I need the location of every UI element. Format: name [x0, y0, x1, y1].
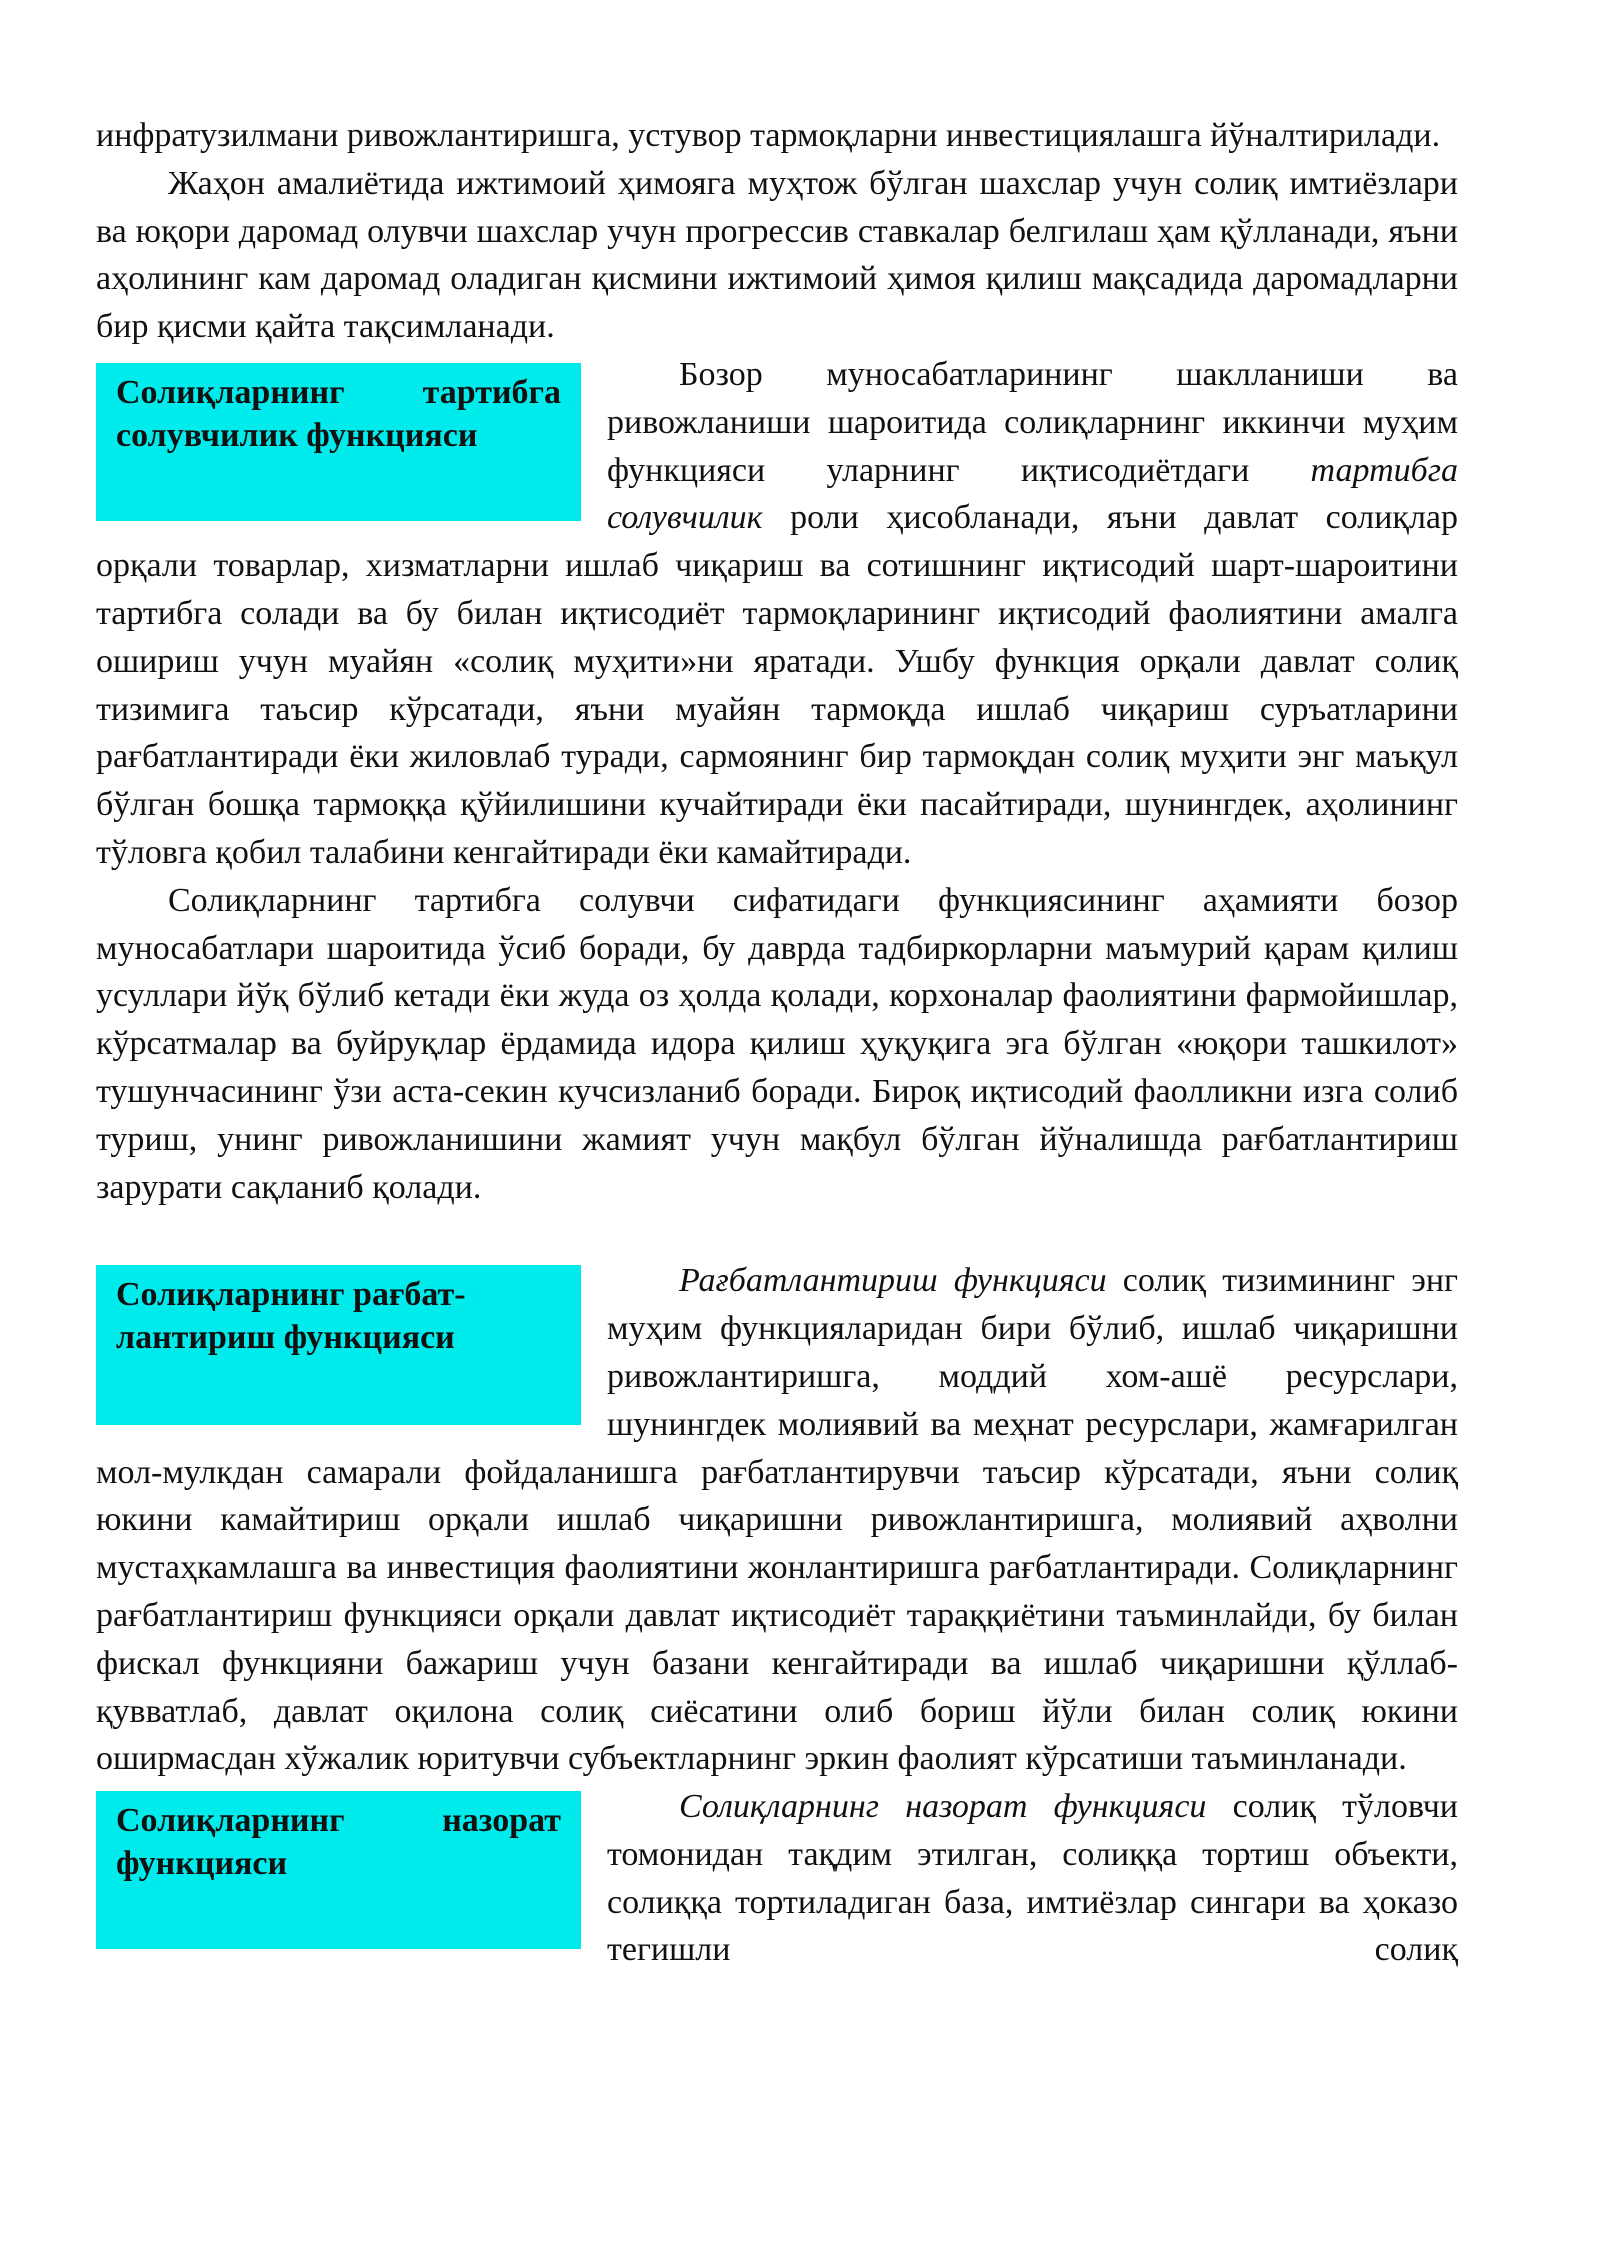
- paragraph-3-end: роли ҳисобланади, яъни давлат солиқлар орқали товарлар, хизматларни ишлаб чиқариш ва сотишнинг иқтисодий шарт-шароитини тартибга солади ва бу билан иқтисодиёт тармоқларининг иқтисодий фаолиятини амалга ошириш учун муайян «солиқ муҳити»ни яратади. Ушбу функция орқали давлат солиқ тизимига таъсир кўрсатади, яъни муайян тармоқда ишлаб чиқариш суръатларини рағбатлантиради ёки жиловлаб туради, сармоянинг бир тармоқдан солиқ муҳити энг маъқул бўлган бошқа тармоққа қўйилишини кучайтиради ёки пасайтиради, шунингдек, аҳолининг тўловга қобил талабини кенгайтиради ёки камайтиради.: [96, 499, 1458, 871]
- sidebar-box-2-line-2: лантириш функцияси: [116, 1319, 455, 1357]
- sidebar-box-1-line-1: Солиқларнинг тартибга: [116, 373, 561, 411]
- sidebar-box-2-line-1: Солиқларнинг рағбат-: [116, 1276, 466, 1314]
- paragraph-3-emphasis: тартибга солувчилик: [607, 451, 1458, 537]
- document-page: [96, 112, 1458, 1974]
- paragraph-1: инфратузилмани ривожлантиришга, устувор тармоқларни инвестициялашга йўналтирилади.: [96, 117, 1441, 154]
- paragraph-4: Солиқларнинг тартибга солувчи сифатидаги функциясининг аҳамияти бозор муносабатлари шароитида ўсиб боради, бу даврда тадбиркорларни маъмурий қарам қилиш усуллари йўқ бўлиб кетади ёки жуда оз ҳолда қолади, корхоналар фаолиятини фармойишлар, кўрсатмалар ва буйруқлар ёрдамида идора қилиш ҳуқуқига эга бўлган «юқори ташкилот» тушунчасининг ўзи аста-секин кучсизланиб боради. Бироқ иқтисодий фаолликни изга солиб туриш, унинг ривожланишини жамият учун мақбул бўлган йўналишда рағбатлантириш зарурати сақланиб қолади.: [96, 881, 1458, 1206]
- sidebar-box-control-function: [96, 1791, 581, 1949]
- sidebar-box-1-line-2: солувчилик функцияси: [116, 416, 478, 454]
- paragraph-5-end: солиқ тизимининг энг муҳим функцияларидан бири бўлиб, ишлаб чиқаришни ривожлантиришга, моддий хом-ашё ресурслари, шунингдек молиявий ва меҳнат ресурслари, жамғарилган мол-мулкдан самарали фойдаланишга рағбатлантирувчи таъсир кўрсатади, яъни солиқ юкини камайтириш орқали ишлаб чиқаришни ривожлантиришга, молиявий аҳволни мустаҳкамлашга ва инвестиция фаолиятини жонлантиришга рағбатлантиради. Солиқларнинг рағбатлантириш функцияси орқали давлат иқтисодиёт тараққиётини таъминлайди, бу билан фискал функцияни бажариш учун базани кенгайтиради ва ишлаб чиқаришни қўллаб-қувватлаб, давлат оқилона солиқ сиёсатини олиб бориш йўли билан солиқ юкини оширмасдан хўжалик юритувчи субъектларнинг эркин фаолият кўрсатиши таъминланади.: [96, 1262, 1458, 1778]
- sidebar-box-incentive-function: [96, 1265, 581, 1425]
- paragraph-5-emphasis: Рағбатлантириш функцияси: [679, 1262, 1107, 1300]
- paragraph-3-start: Бозор муносабатларининг шаклланиши ва ривожланиши шароитида солиқларнинг иккинчи муҳим функцияси уларнинг иқтисодиётдаги: [607, 355, 1458, 489]
- paragraph-6-end: солиқ тўловчи томонидан тақдим этилган, солиққа тортиш объекти, солиққа тортиладиган база, имтиёзлар сингари ва ҳоказо тегишли солиқ: [607, 1788, 1458, 1969]
- sidebar-box-3-line-2: функцияси: [116, 1845, 288, 1883]
- paragraph-2: Жаҳон амалиётида ижтимоий ҳимояга муҳтож бўлган шахслар учун солиқ имтиёзлари ва юқори даромад олувчи шахслар учун прогрессив ставкалар белгилаш ҳам қўлланади, яъни аҳолининг кам даромад оладиган қисмини ижтимоий ҳимоя қилиш мақсадида даромадларни бир қисми қайта тақсимланади.: [96, 164, 1458, 346]
- sidebar-box-3-line-1: Солиқларнинг назорат: [116, 1802, 561, 1840]
- section-gap: [96, 1211, 1458, 1257]
- sidebar-box-regulatory-function: [96, 363, 581, 521]
- paragraph-6-emphasis: Солиқларнинг назорат функцияси: [679, 1788, 1207, 1826]
